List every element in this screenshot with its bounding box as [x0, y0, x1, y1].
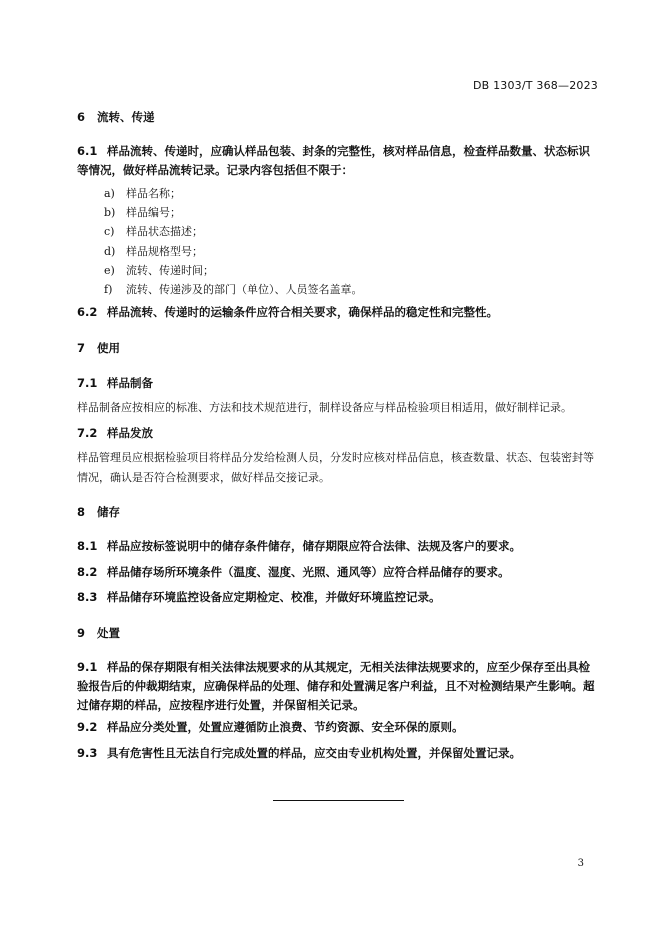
list-item: [104, 262, 214, 278]
section-number: 9: [77, 626, 86, 640]
section-8-heading: [77, 504, 120, 520]
section-9-heading: [77, 625, 120, 641]
list-text: 样品规格型号；: [126, 245, 203, 258]
list-item: [104, 185, 181, 201]
clause-title: 样品制备: [107, 376, 153, 390]
clause-6-1: [77, 142, 599, 180]
clause-7-1-body: 样品制备应按相应的标准、方法和技术规范进行，制样设备应与样品检验项目相适用，做好制样记录。: [77, 401, 572, 414]
clause-8-3: [77, 588, 599, 607]
list-item: [104, 223, 203, 239]
list-text: 样品编号；: [126, 206, 181, 219]
clause-number: 9.2: [77, 720, 98, 734]
clause-number: 8.2: [77, 565, 98, 579]
clause-text: 样品应按标签说明中的储存条件储存，储存期限应符合法律、法规及客户的要求。: [107, 539, 521, 553]
section-number: 7: [77, 341, 86, 355]
list-marker: b): [104, 206, 116, 219]
list-text: 样品状态描述；: [126, 225, 203, 238]
clause-number: 9.1: [77, 660, 98, 674]
clause-text: 样品储存场所环境条件（温度、湿度、光照、通风等）应符合样品储存的要求。: [107, 565, 510, 579]
list-marker: f): [104, 283, 113, 296]
list-marker: e): [104, 264, 115, 277]
list-item: [104, 281, 363, 297]
clause-number: 9.3: [77, 746, 98, 760]
list-marker: d): [104, 245, 116, 258]
clause-text: 具有危害性且无法自行完成处置的样品，应交由专业机构处置，并保留处置记录。: [107, 746, 521, 760]
list-item: [104, 204, 181, 220]
clause-text: 样品流转、传递时的运输条件应符合相关要求，确保样品的稳定性和完整性。: [107, 305, 498, 319]
clause-6-2: [77, 303, 599, 322]
clause-number: 8.3: [77, 590, 98, 604]
clause-9-2: [77, 718, 599, 737]
section-number: 6: [77, 110, 86, 124]
section-7-heading: [77, 340, 120, 356]
section-title: 处置: [97, 626, 120, 640]
clause-number: 8.1: [77, 539, 98, 553]
clause-8-1: [77, 537, 599, 556]
list-text: 流转、传递时间；: [126, 264, 214, 277]
clause-title: 样品发放: [107, 426, 153, 440]
section-6-heading: [77, 109, 155, 125]
clause-8-2: [77, 563, 599, 582]
page-number: 3: [577, 858, 584, 869]
clause-7-2-body: 样品管理员应根据检验项目将样品分发给检测人员，分发时应核对样品信息，核查数量、状态、包装密封等情况，确认是否符合检测要求，做好样品交接记录。: [77, 451, 594, 484]
clause-number: 7.1: [77, 376, 98, 390]
clause-text: 样品应分类处置，处置应遵循防止浪费、节约资源、安全环保的原则。: [107, 720, 464, 734]
list-item: [104, 243, 203, 259]
clause-text: 样品储存环境监控设备应定期检定、校准，并做好环境监控记录。: [107, 590, 441, 604]
section-title: 储存: [97, 505, 120, 519]
clause-text: 样品流转、传递时，应确认样品包装、封条的完整性，核对样品信息，检查样品数量、状态标识等情况，做好样品流转记录。记录内容包括但不限于：: [77, 144, 590, 177]
section-title: 流转、传递: [97, 110, 155, 124]
clause-number: 7.2: [77, 426, 98, 440]
document-id: DB 1303/T 368—2023: [472, 79, 598, 92]
clause-7-2-heading: [77, 425, 153, 441]
end-rule: [273, 800, 404, 801]
clause-9-1: [77, 658, 599, 715]
section-number: 8: [77, 505, 86, 519]
list-text: 流转、传递涉及的部门（单位）、人员签名盖章。: [126, 283, 363, 296]
clause-number: 6.2: [77, 305, 98, 319]
clause-text: 样品的保存期限有相关法律法规要求的从其规定，无相关法律法规要求的，应至少保存至出具检验报告后的仲裁期结束，应确保样品的处理、储存和处置满足客户利益，且不对检测结果产生影响。超过储存期的样品，应按程序进行处置，并保留相关记录。: [77, 660, 595, 712]
section-title: 使用: [97, 341, 120, 355]
list-marker: c): [104, 225, 115, 238]
list-marker: a): [104, 187, 115, 200]
list-text: 样品名称；: [126, 187, 181, 200]
clause-9-3: [77, 744, 599, 763]
clause-7-1-heading: [77, 375, 153, 391]
clause-number: 6.1: [77, 144, 98, 158]
